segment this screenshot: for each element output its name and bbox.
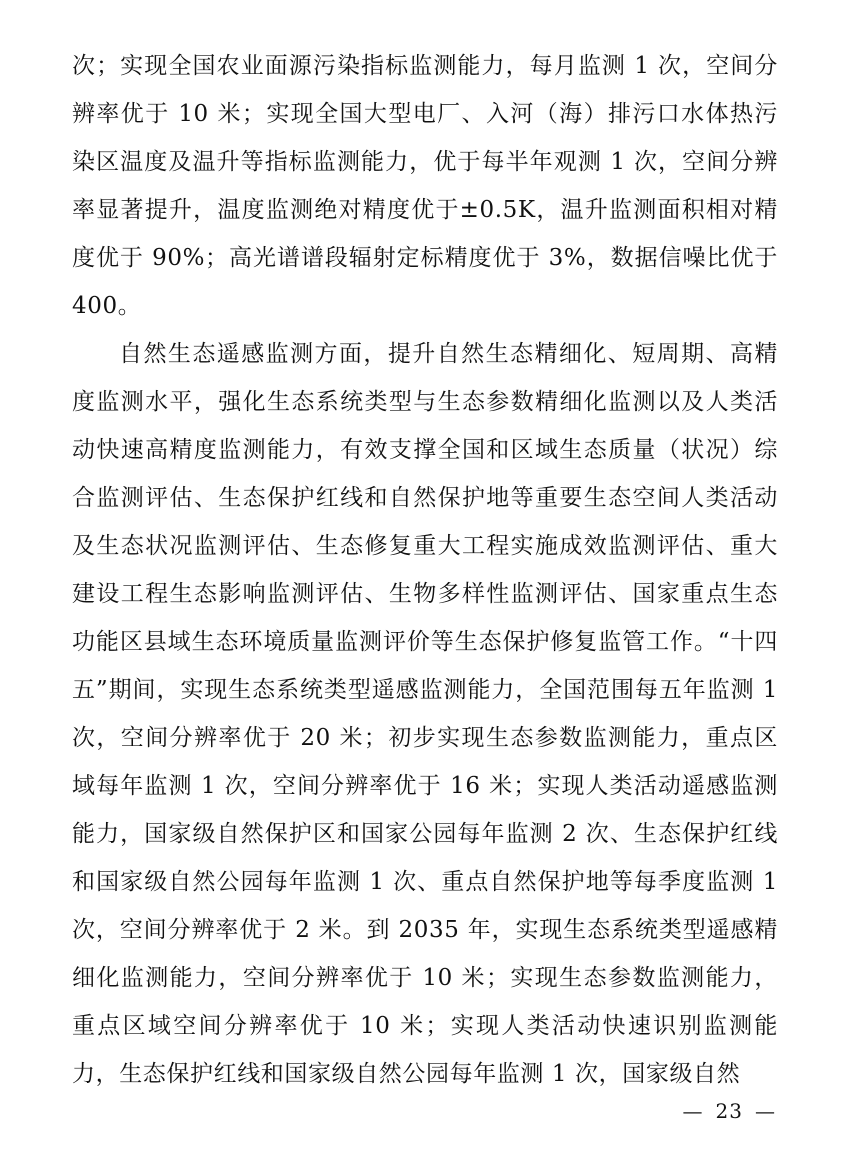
footer-dash-right: — <box>755 1099 776 1123</box>
paragraph-ecology-remote-sensing: 自然生态遥感监测方面，提升自然生态精细化、短周期、高精度监测水平，强化生态系统类型与生态参数精细化监测以及人类活动快速高精度监测能力，有效支撑全国和区域生态质量（状况）综合监测评估、生态保护红线和自然保护地等重要生态空间人类活动及生态状况监测评估、生态修复重大工程实施成效监测评估、重大建设工程生态影响监测评估、生物多样性监测评估、国家重点生态功能区县域生态环境质量监测评价等生态保护修复监管工作。“十四五”期间，实现生态系统类型遥感监测能力，全国范围每五年监测 1 次，空间分辨率优于 20 米；初步实现生态参数监测能力，重点区域每年监测 1 次，空间分辨率优于 16 米；实现人类活动遥感监测能力，国家级自然保护区和国家公园每年监测 2 次、生态保护红线和国家级自然公园每年监测 1 次、重点自然保护地等每季度监测 1 次，空间分辨率优于 2 米。到 2035 年，实现生态系统类型遥感精细化监测能力，空间分辨率优于 10 米；实现生态参数监测能力，重点区域空间分辨率优于 10 米；实现人类活动快速识别监测能力，生态保护红线和国家级自然公园每年监测 1 次，国家级自然 <box>72 341 778 1087</box>
page-number: 23 <box>715 1099 743 1123</box>
page-number-footer <box>683 1099 776 1123</box>
paragraph-water-monitoring-continuation: 次；实现全国农业面源污染指标监测能力，每月监测 1 次，空间分辨率优于 10 米；实现全国大型电厂、入河（海）排污口水体热污染区温度及温升等指标监测能力，优于每半年观测 1 次，空间分辨率显著提升，温度监测绝对精度优于±0.5K，温升监测面积相对精度优于 90%；高光谱谱段辐射定标精度优于 3%，数据信噪比优于400。 <box>72 53 778 319</box>
footer-dash-left: — <box>682 1099 704 1123</box>
document-body <box>72 42 778 1098</box>
